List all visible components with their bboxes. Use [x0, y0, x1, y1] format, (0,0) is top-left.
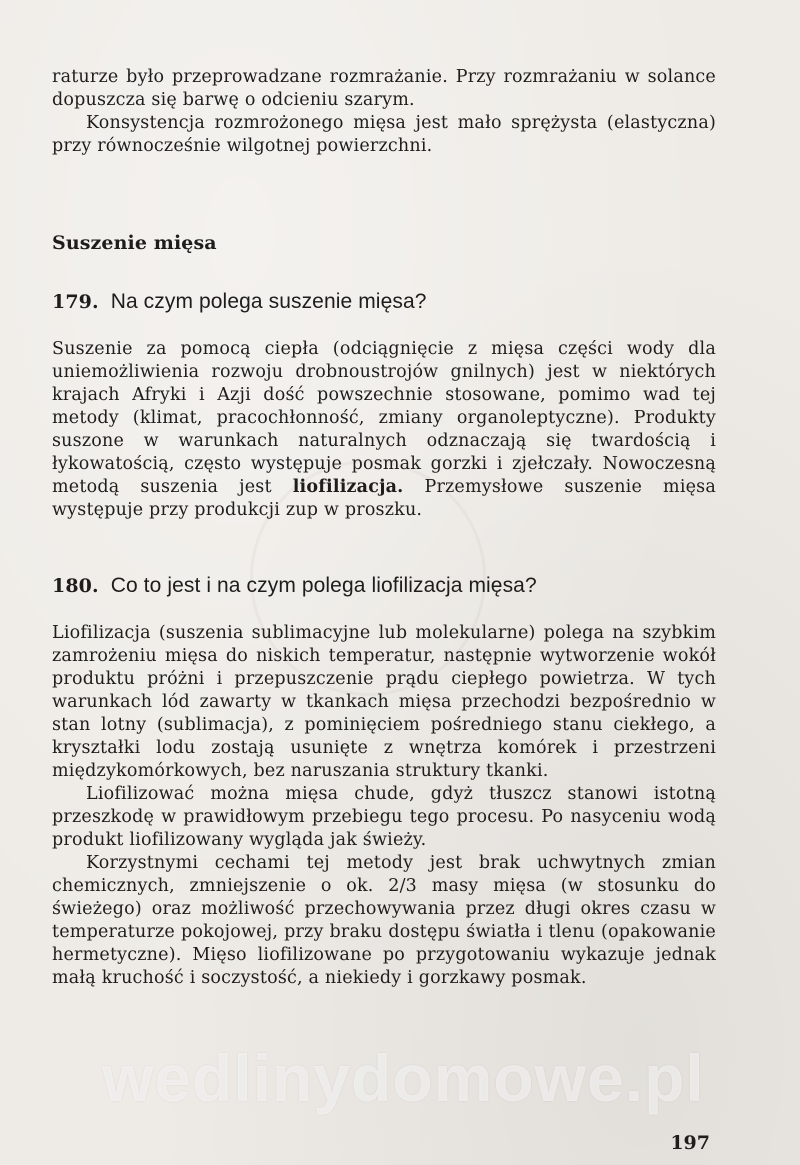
question-179-number: 179. — [52, 291, 99, 313]
question-180-heading — [52, 574, 537, 598]
question-180-text: Co to jest i na czym polega liofilizacja mięsa? — [110, 574, 537, 597]
site-watermark: wedlinydomowe.pl — [102, 1041, 705, 1115]
answer-180-paragraph-1: Liofilizacja (suszenia sublimacyjne lub molekularne) polega na szybkim zamrożeniu mięsa do niskich temperatur, następnie wytworzenie wokół produktu próżni i przepuszczenie prądu ciepłego powietrza. W tych warunkach lód zawarty w tkankach mięsa przechodzi bezpośrednio w stan lotny (sublimacja), z pominięciem pośredniego stanu ciekłego, a kryształki lodu zostają usunięte z wnętrza komórek i przestrzeni międzykomórkowych, bez naruszania struktury tkanki. — [52, 623, 716, 781]
answer-179-paragraph — [52, 338, 716, 522]
page-number: 197 — [670, 1132, 710, 1154]
intro-paragraph-2: Konsystencja rozmrożonego mięsa jest mało sprężysta (elastyczna) przy równocześnie wilgotnej powierzchni. — [52, 113, 716, 156]
intro-text — [52, 66, 716, 158]
answer-180-paragraph-3: Korzystnymi cechami tej metody jest brak uchwytnych zmian chemicznych, zmniejszenie o ok. 2/3 masy mięsa (w stosunku do świeżego) oraz możliwość przechowywania przez długi okres czasu w temperaturze pokojowej, przy braku dostępu światła i tlenu (opakowanie hermetyczne). Mięso liofilizowane po przygotowaniu wykazuje jednak małą kruchość i soczystość, a niekiedy i gorzkawy posmak. — [52, 853, 716, 988]
section-title: Suszenie mięsa — [52, 232, 217, 254]
answer-179-text-before: Suszenie za pomocą ciepła (odciągnięcie z mięsa części wody dla uniemożliwienia rozwoju drobnoustrojów gnilnych) jest w niektórych krajach Afryki i Azji dość powszechnie stosowane, pomimo wad tej metody (klimat, pracochłonność, zmiany organoleptyczne). Produkty suszone w warunkach naturalnych odznaczają się twardością i łykowatością, często występuje posmak gorzki i zjełczały. Nowoczesną metodą suszenia jest — [52, 339, 716, 497]
answer-180 — [52, 622, 716, 990]
answer-179-term-liofilizacja: liofilizacja. — [292, 477, 404, 497]
question-179-heading — [52, 290, 427, 314]
question-179-text: Na czym polega suszenie mięsa? — [110, 290, 427, 313]
answer-180-paragraph-2: Liofilizować można mięsa chude, gdyż tłuszcz stanowi istotną przeszkodę w prawidłowym przebiegu tego procesu. Po nasyceniu wodą produkt liofilizowany wygląda jak świeży. — [52, 784, 716, 850]
answer-179 — [52, 338, 716, 522]
answer-179-text-after: Przemysłowe suszenie mięsa występuje przy produkcji zup w proszku. — [52, 477, 717, 520]
question-180-number: 180. — [52, 575, 99, 597]
intro-paragraph-1: raturze było przeprowadzane rozmrażanie. Przy rozmrażaniu w solance dopuszcza się barwę o odcieniu szarym. — [52, 67, 716, 110]
